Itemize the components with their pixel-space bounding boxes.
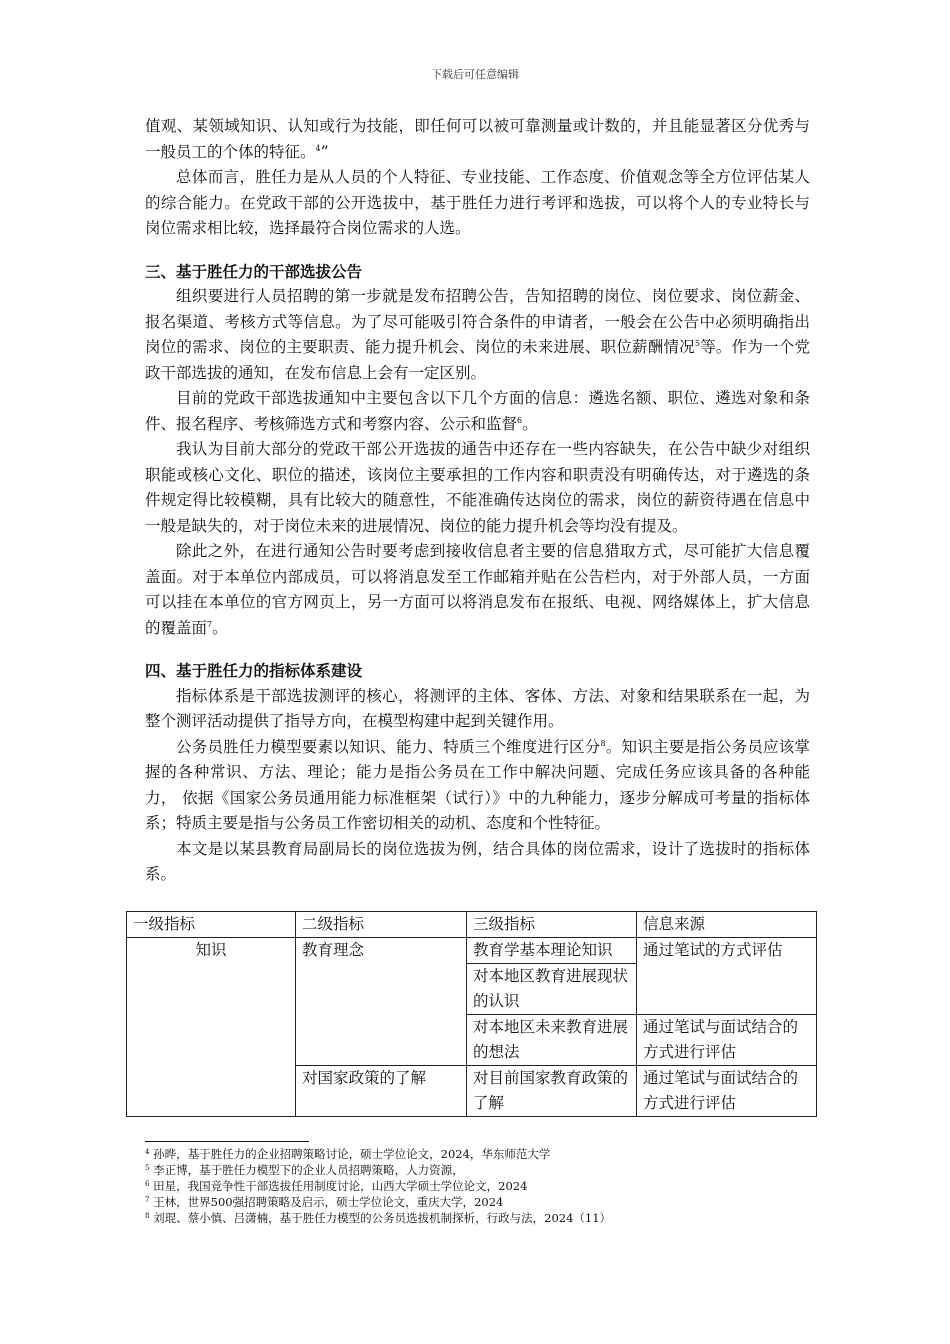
paragraph-2: 总体而言，胜任力是从人员的个人特征、专业技能、工作态度、价值观念等全方位评估某人的综合能力。在党政干部的公开选拔中，基于胜任力进行考评和选拔，可以将个人的专业特长与岗位需求相比较，选择最符合岗位需求的人选。 bbox=[145, 168, 810, 237]
source-cell: 通过笔试与面试结合的方式进行评估 bbox=[637, 1015, 817, 1066]
section4-paragraph-1: 指标体系是干部选拔测评的核心，将测评的主体、客体、方法、对象和结果联系在一起，为整个测评活动提供了指导方向，在模型构建中起到关键作用。 bbox=[145, 686, 810, 730]
level3-cell: 教育学基本理论知识 bbox=[467, 938, 637, 964]
section4-paragraph-3: 本文是以某县教育局副局长的岗位选拔为例，结合具体的岗位需求，设计了选拔时的指标体系。 bbox=[145, 839, 810, 883]
section4-paragraph-2: 公务员胜任力模型要素以知识、能力、特质三个维度进行区分$^8$。知识主要是指公务员应该掌握的各种常识、方法、理论；能力是指公务员在工作中解决问题、完成任务应该具备的各种能力， 依据《国家公务员通用能力标准框架（试行）》中的九种能力，逐步分解成可考量的指标体系；特质主要是指与公务员工作密切相关的动机、态度和个性特征。 bbox=[145, 737, 810, 832]
table-header-cell: 一级指标 bbox=[127, 912, 296, 938]
table-header-cell: 二级指标 bbox=[296, 912, 467, 938]
table-header-cell: 三级指标 bbox=[467, 912, 637, 938]
table-header-cell: 信息来源 bbox=[637, 912, 817, 938]
footnote-7: $^7$ 王林，世界500强招聘策略及启示，硕士学位论文，重庆大学，2024 bbox=[145, 1195, 504, 1209]
footnote-divider bbox=[145, 1141, 309, 1142]
level2-cell: 教育理念 bbox=[296, 938, 467, 1066]
indicator-table bbox=[126, 911, 817, 1117]
source-cell: 通过笔试与面试结合的方式进行评估 bbox=[637, 1066, 817, 1117]
footnote-6: $^6$ 田星，我国竞争性干部选拔任用制度讨论，山西大学硕士学位论文，2024 bbox=[145, 1179, 528, 1193]
footnote-5: $^5$ 李正博，基于胜任力模型下的企业人员招聘策略，人力资源， bbox=[145, 1163, 464, 1177]
table-header-row bbox=[127, 912, 817, 938]
level3-cell: 对目前国家教育政策的了解 bbox=[467, 1066, 637, 1117]
document-body bbox=[145, 114, 810, 888]
footnote-4: $^4$ 孙晔，基于胜任力的企业招聘策略讨论，硕士学位论文，2024，华东师范大学 bbox=[145, 1147, 551, 1161]
section-heading-3: 三、基于胜任力的干部选拔公告 bbox=[145, 261, 363, 281]
level3-cell: 对本地区未来教育进展的想法 bbox=[467, 1015, 637, 1066]
section3-paragraph-2: 目前的党政干部选拔通知中主要包含以下几个方面的信息：遴选名额、职位、遴选对象和条件、报名程序、考核筛选方式和考察内容、公示和监督$^6$。 bbox=[145, 389, 810, 433]
section3-paragraph-3: 我认为目前大部分的党政干部公开选拔的通告中还存在一些内容缺失，在公告中缺少对组织职能或核心文化、职位的描述，该岗位主要承担的工作内容和职责没有明确传达，对于遴选的条件规定得比较模糊，具有比较大的随意性，不能准确传达岗位的需求，岗位的薪资待遇在信息中一般是缺失的，对于岗位未来的进展情况、岗位的能力提升机会等均没有提及。 bbox=[145, 440, 810, 535]
source-cell: 通过笔试的方式评估 bbox=[637, 938, 817, 1015]
table-row bbox=[127, 938, 817, 964]
paragraph-1: 值观、某领域知识、认知或行为技能，即任何可以被可靠测量或计数的，并且能显著区分优秀与一般员工的个体的特征。$^4$” bbox=[145, 117, 810, 161]
section-heading-4: 四、基于胜任力的指标体系建设 bbox=[145, 661, 363, 680]
level1-cell: 知识 bbox=[127, 938, 296, 1117]
level2-cell: 对国家政策的了解 bbox=[296, 1066, 467, 1117]
footnotes bbox=[145, 1146, 825, 1226]
section3-paragraph-4: 除此之外，在进行通知公告时要考虑到接收信息者主要的信息猎取方式，尽可能扩大信息覆盖面。对于本单位内部成员，可以将消息发至工作邮箱并贴在公告栏内，对于外部人员，一方面可以挂在本单位的官方网页上，另一方面可以将消息发布在报纸、电视、网络媒体上，扩大信息的覆盖面$^7$。 bbox=[145, 542, 810, 637]
level3-cell: 对本地区教育进展现状的认识 bbox=[467, 964, 637, 1015]
section3-paragraph-1: 组织要进行人员招聘的第一步就是发布招聘公告，告知招聘的岗位、岗位要求、岗位薪金、报名渠道、考核方式等信息。为了尽可能吸引符合条件的申请者，一般会在公告中必须明确指出岗位的需求、岗位的主要职责、能力提升机会、岗位的未来进展、职位薪酬情况$^5$等。作为一个党政干部选拔的通知，在发布信息上会有一定区别。 bbox=[145, 287, 810, 382]
footnote-8: $^8$ 刘琨、蔡小慎、吕潇楠，基于胜任力模型的公务员选拔机制探析，行政与法，2024（11） bbox=[145, 1211, 612, 1225]
page-header: 下载后可任意编辑 bbox=[431, 68, 519, 81]
